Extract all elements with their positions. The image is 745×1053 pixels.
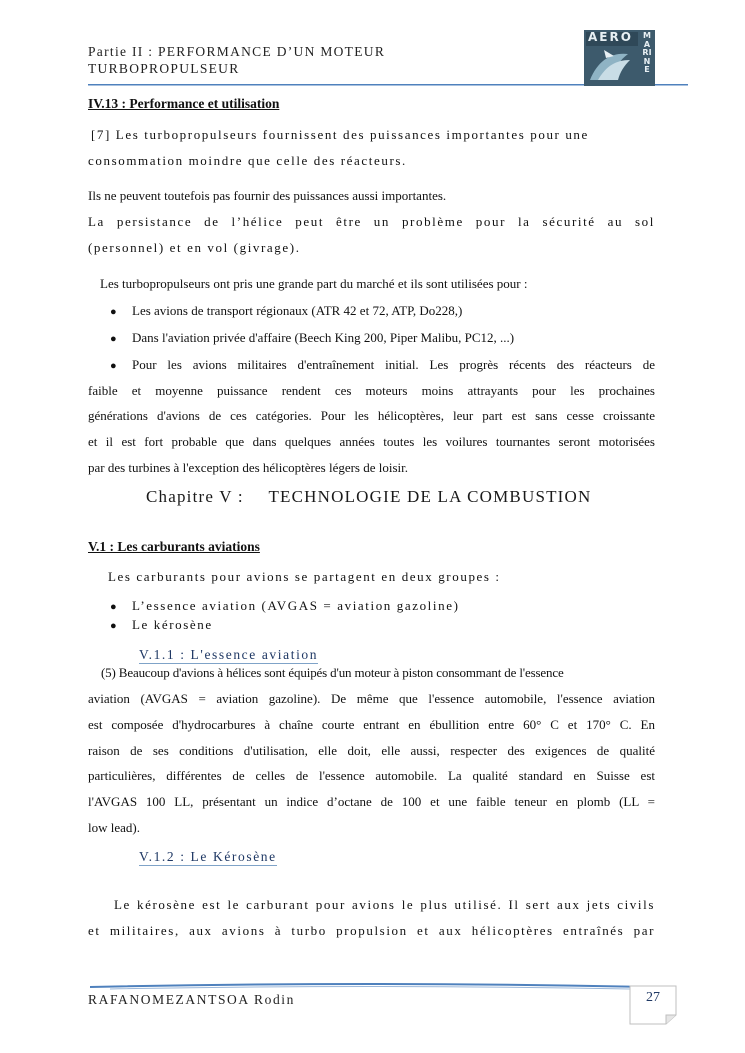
para-iv13-1-line-2: consommation moindre que celle des réacteurs. — [88, 153, 407, 168]
aero-marine-logo — [584, 30, 655, 86]
para-v1-intro: Les carburants pour avions se partagent en deux groupes : — [108, 569, 501, 584]
para-iv13-intro: Les turbopropulseurs ont pris une grande part du marché et ils sont utilisées pour : — [100, 276, 528, 291]
header-title-line-2: TURBOPROPULSEUR — [88, 61, 240, 76]
chapter-label: Chapitre V : — [146, 487, 244, 506]
section-heading-iv13: IV.13 : Performance et utilisation — [88, 96, 280, 111]
subsection-heading-v12 — [139, 848, 277, 866]
bullet-item-avgas — [110, 598, 677, 614]
chapter-name: TECHNOLOGIE DE LA COMBUSTION — [268, 487, 592, 506]
bullet-text: Le kérosène — [132, 617, 213, 632]
logo-text-marine: MARINE — [642, 31, 652, 74]
para-v11-line-2: aviation (AVGAS = aviation gazoline). De même que l'essence automobile, l'essence aviation — [88, 691, 655, 706]
para-military-line-5: par des turbines à l'exception des hélicoptères légers de loisir. — [88, 460, 409, 475]
para-v11-line-5: particulières, différentes de celles de l'essence automobile. La qualité standard en Suisse est — [88, 768, 655, 783]
bullet-text: L’essence aviation (AVGAS = aviation gazoline) — [132, 598, 460, 613]
bullet-icon: ● — [110, 306, 117, 318]
bullet-item-military — [110, 357, 655, 373]
bullet-item-private — [110, 330, 677, 346]
footer-author: RAFANOMEZANTSOA Rodin — [88, 992, 295, 1007]
bullet-icon: ● — [110, 620, 117, 632]
chapter-title — [146, 487, 592, 507]
running-header — [88, 43, 568, 77]
bullet-text: Les avions de transport régionaux (ATR 42 et 72, ATP, Do228,) — [132, 303, 463, 318]
para-iv13-3-line-2: (personnel) et en vol (givrage). — [88, 240, 301, 255]
para-v12-line-2: et militaires, aux avions à turbo propulsion et aux hélicoptères entraînés par — [88, 923, 655, 938]
bullet-icon: ● — [110, 360, 117, 372]
footer-rule — [90, 978, 650, 992]
bullet-item-kerosene — [110, 617, 677, 633]
para-v11-line-3: est composée d'hydrocarbures à chaîne courte entrant en ébullition entre 60° C et 170° C. En — [88, 717, 655, 732]
bullet-item-regional — [110, 303, 677, 319]
bullet-text: Dans l'aviation privée d'affaire (Beech King 200, Piper Malibu, PC12, ...) — [132, 330, 515, 345]
para-v11-line-6: l'AVGAS 100 LL, présentant un indice d’octane de 100 et une faible teneur en plomb (LL = — [88, 794, 655, 809]
para-military-line-4: et il est fort probable que dans quelques années toutes les voilures tournantes seront motorisées — [88, 434, 655, 449]
para-military-line-3: générations d'avions de ces catégories. Pour les hélicoptères, leur part est sans cesse croissante — [88, 408, 655, 423]
page-number: 27 — [646, 990, 660, 1005]
section-heading-v1: V.1 : Les carburants aviations — [88, 539, 260, 554]
subsection-heading-v11 — [139, 646, 318, 664]
logo-text-aero: AERO — [588, 30, 633, 44]
para-iv13-2: Ils ne peuvent toutefois pas fournir des puissances aussi importantes. — [88, 188, 447, 203]
header-title-line-1: Partie II : PERFORMANCE D’UN MOTEUR — [88, 44, 386, 59]
para-iv13-1-line-1: [7] Les turbopropulseurs fournissent des puissances importantes pour une — [91, 127, 589, 142]
para-v11-line-4: raison de ses conditions d'utilisation, elle doit, elle aussi, respecter des exigences de qualité — [88, 743, 655, 758]
bullet-icon: ● — [110, 333, 117, 345]
para-v12-line-1: Le kérosène est le carburant pour avions le plus utilisé. Il sert aux jets civils — [114, 897, 655, 912]
bullet-text: Pour les avions militaires d'entraînement initial. Les progrès récents des réacteurs de — [132, 357, 655, 372]
para-v11-line-1: (5) Beaucoup d'avions à hélices sont équipés d'un moteur à piston consommant de l'essence — [101, 665, 564, 680]
subsection-heading-v11-text: V.1.1 : L'essence aviation — [139, 647, 319, 662]
para-military-line-2: faible et moyenne puissance rendent ces moteurs moins attrayants pour les prochaines — [88, 383, 655, 398]
para-iv13-3-line-1: La persistance de l’hélice peut être un problème pour la sécurité au sol — [88, 214, 655, 229]
bullet-icon: ● — [110, 601, 117, 613]
subsection-heading-v12-text: V.1.2 : Le Kérosène — [139, 849, 277, 864]
para-v11-line-7: low lead). — [88, 820, 140, 835]
